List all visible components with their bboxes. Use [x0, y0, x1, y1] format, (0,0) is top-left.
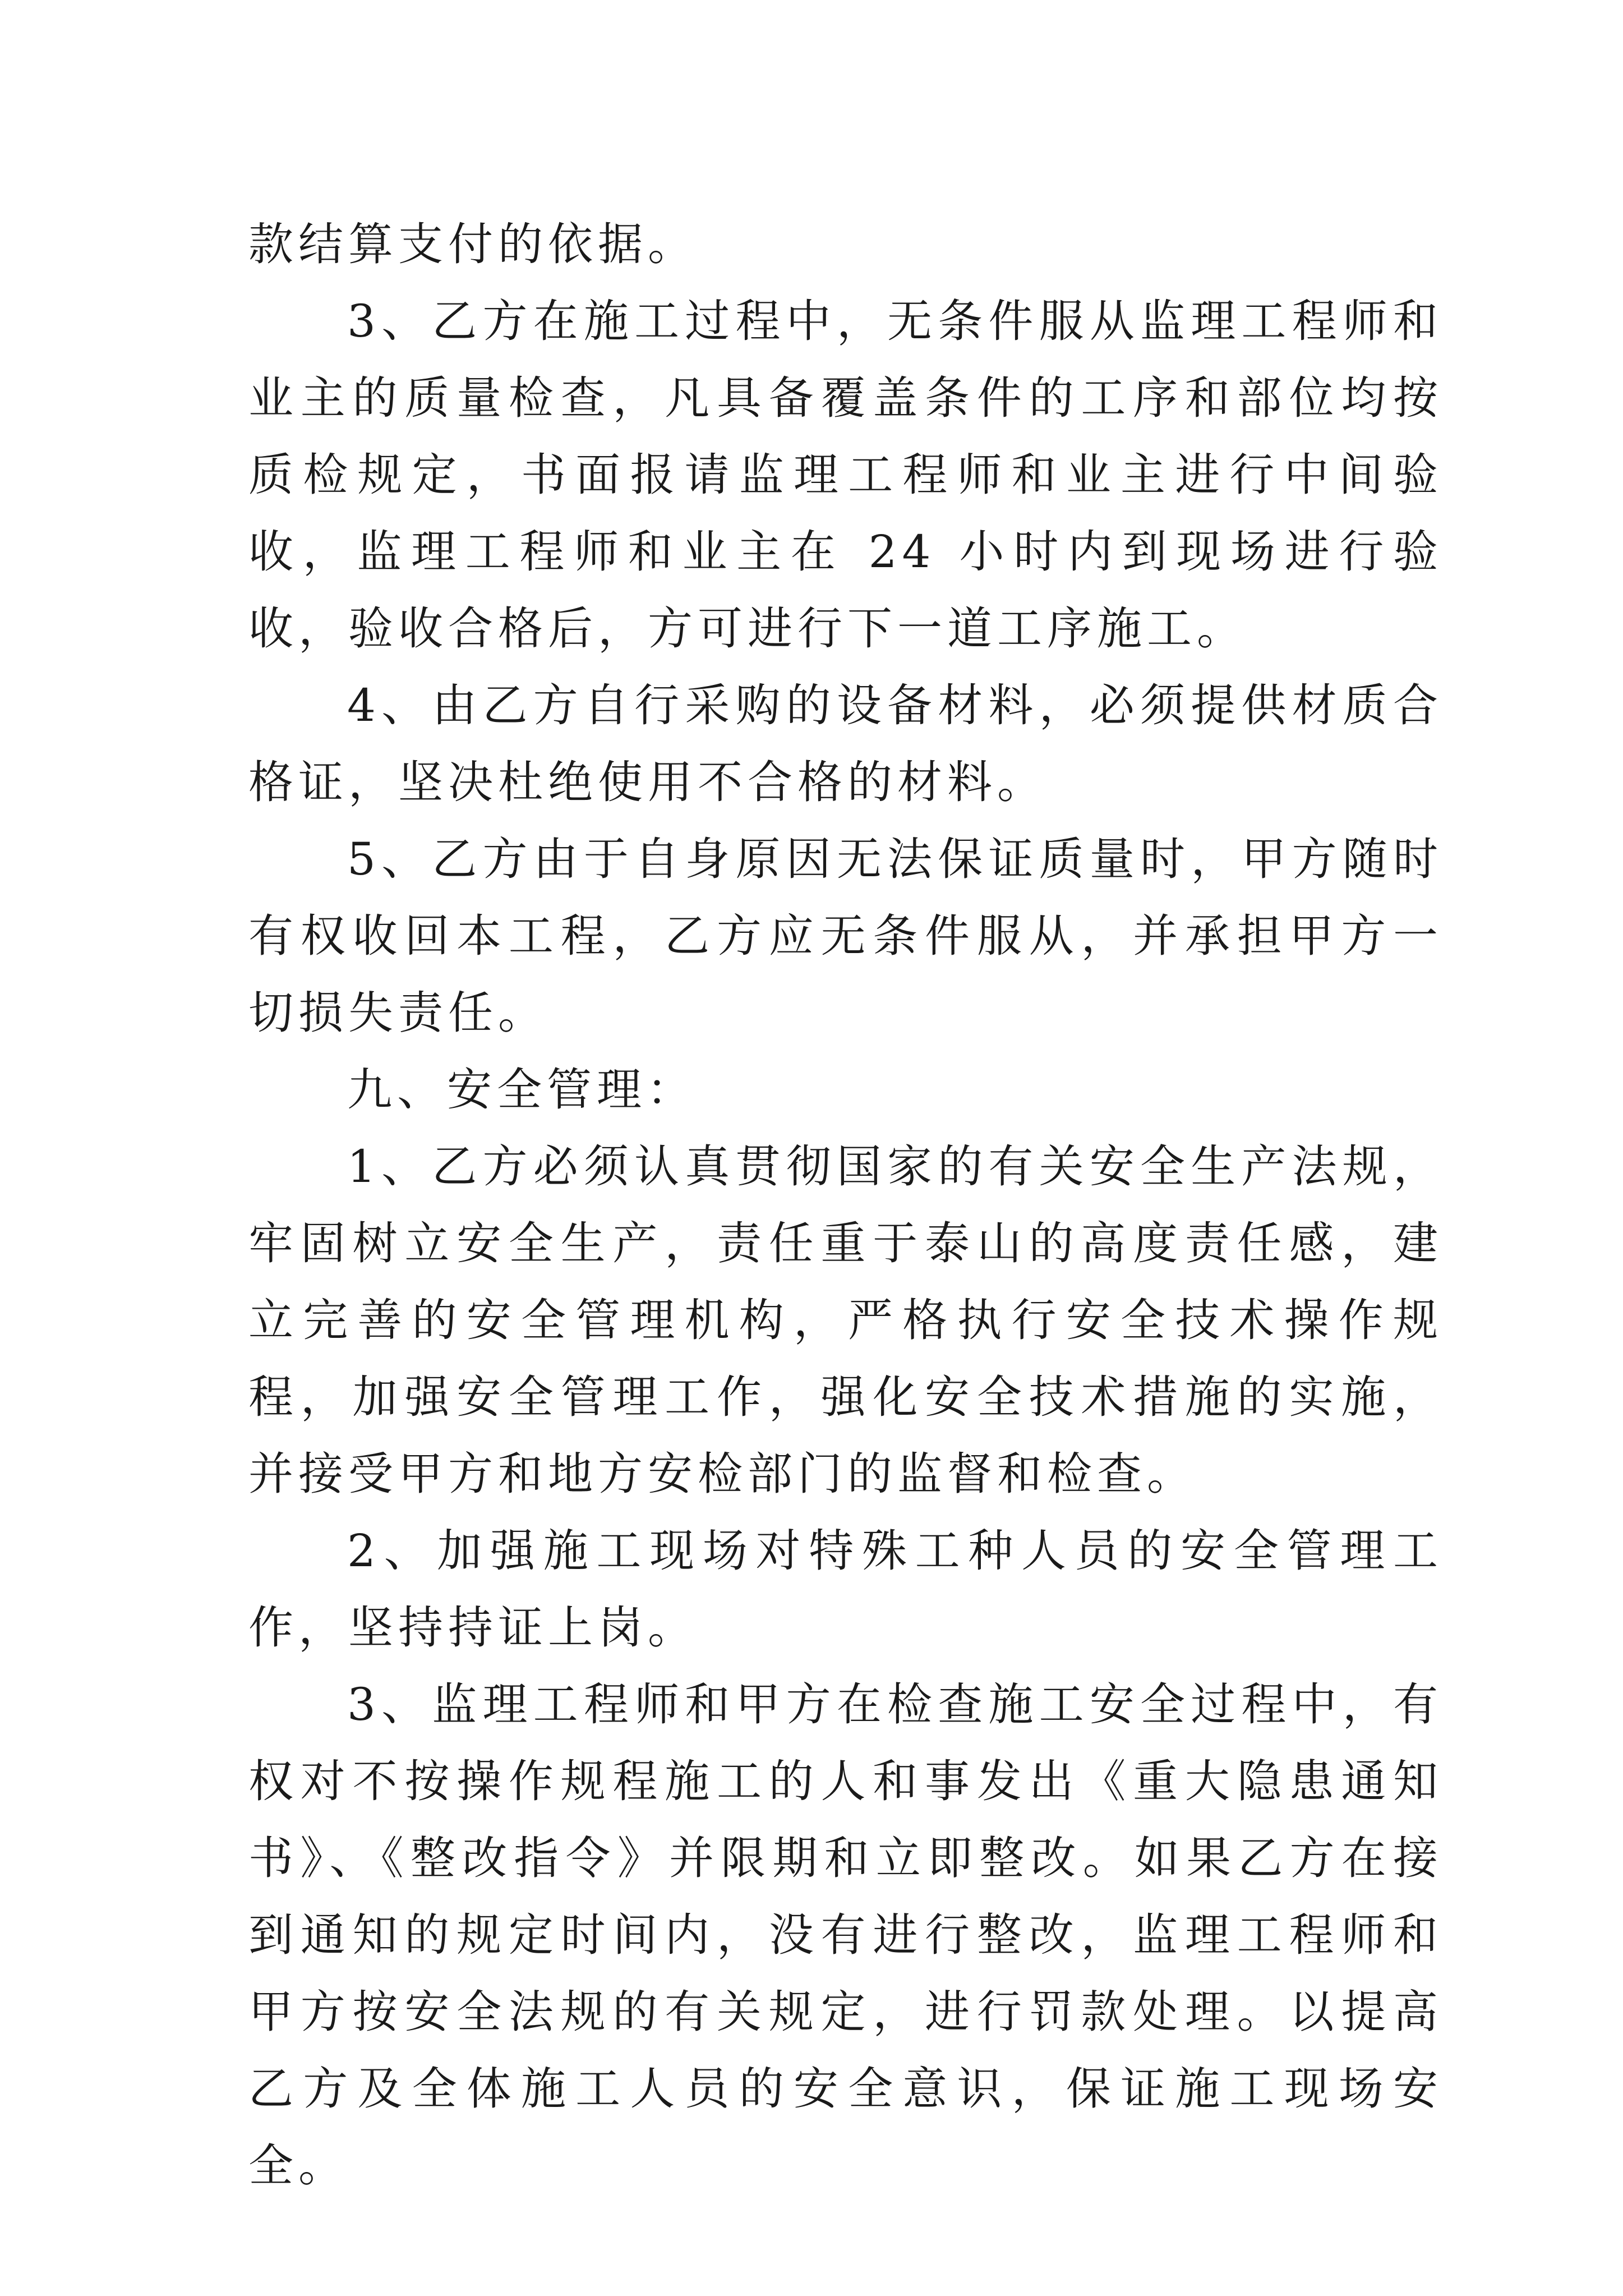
paragraph-special-workers: 2、加强施工现场对特殊工种人员的安全管理工作，坚持持证上岗。 — [248, 1525, 1443, 1654]
document-body — [248, 206, 1443, 2204]
paragraph-continuation: 款结算支付的依据。 — [248, 218, 698, 270]
paragraph-quality-inspection: 3、乙方在施工过程中，无条件服从监理工程师和业主的质量检查，凡具备覆盖条件的工序和部位均按质检规定，书面报请监理工程师和业主进行中间验收，监理工程师和业主在 24 小时内到现场进行验收，验收合格后，方可进行下一道工序施工。 — [248, 295, 1443, 655]
paragraph-materials: 4、由乙方自行采购的设备材料，必须提供材质合格证，坚决杜绝使用不合格的材料。 — [248, 679, 1443, 808]
paragraph-rectification: 3、监理工程师和甲方在检查施工安全过程中，有权对不按操作规程施工的人和事发出《重大隐患通知书》、《整改指令》并限期和立即整改。如果乙方在接到通知的规定时间内，没有进行整改，监理工程师和甲方按安全法规的有关规定，进行罚款处理。以提高乙方及全体施工人员的安全意识，保证施工现场安全。 — [248, 1678, 1443, 2192]
paragraph-quality-responsibility: 5、乙方由于自身原因无法保证质量时，甲方随时有权收回本工程，乙方应无条件服从，并承担甲方一切损失责任。 — [248, 833, 1443, 1039]
section-heading-safety: 九、安全管理： — [347, 1064, 697, 1116]
paragraph-safety-regulations: 1、乙方必须认真贯彻国家的有关安全生产法规，牢固树立安全生产，责任重于泰山的高度责任感，建立完善的安全管理机构，严格执行安全技术操作规程，加强安全管理工作，强化安全技术措施的实施，并接受甲方和地方安检部门的监督和检查。 — [248, 1140, 1443, 1500]
